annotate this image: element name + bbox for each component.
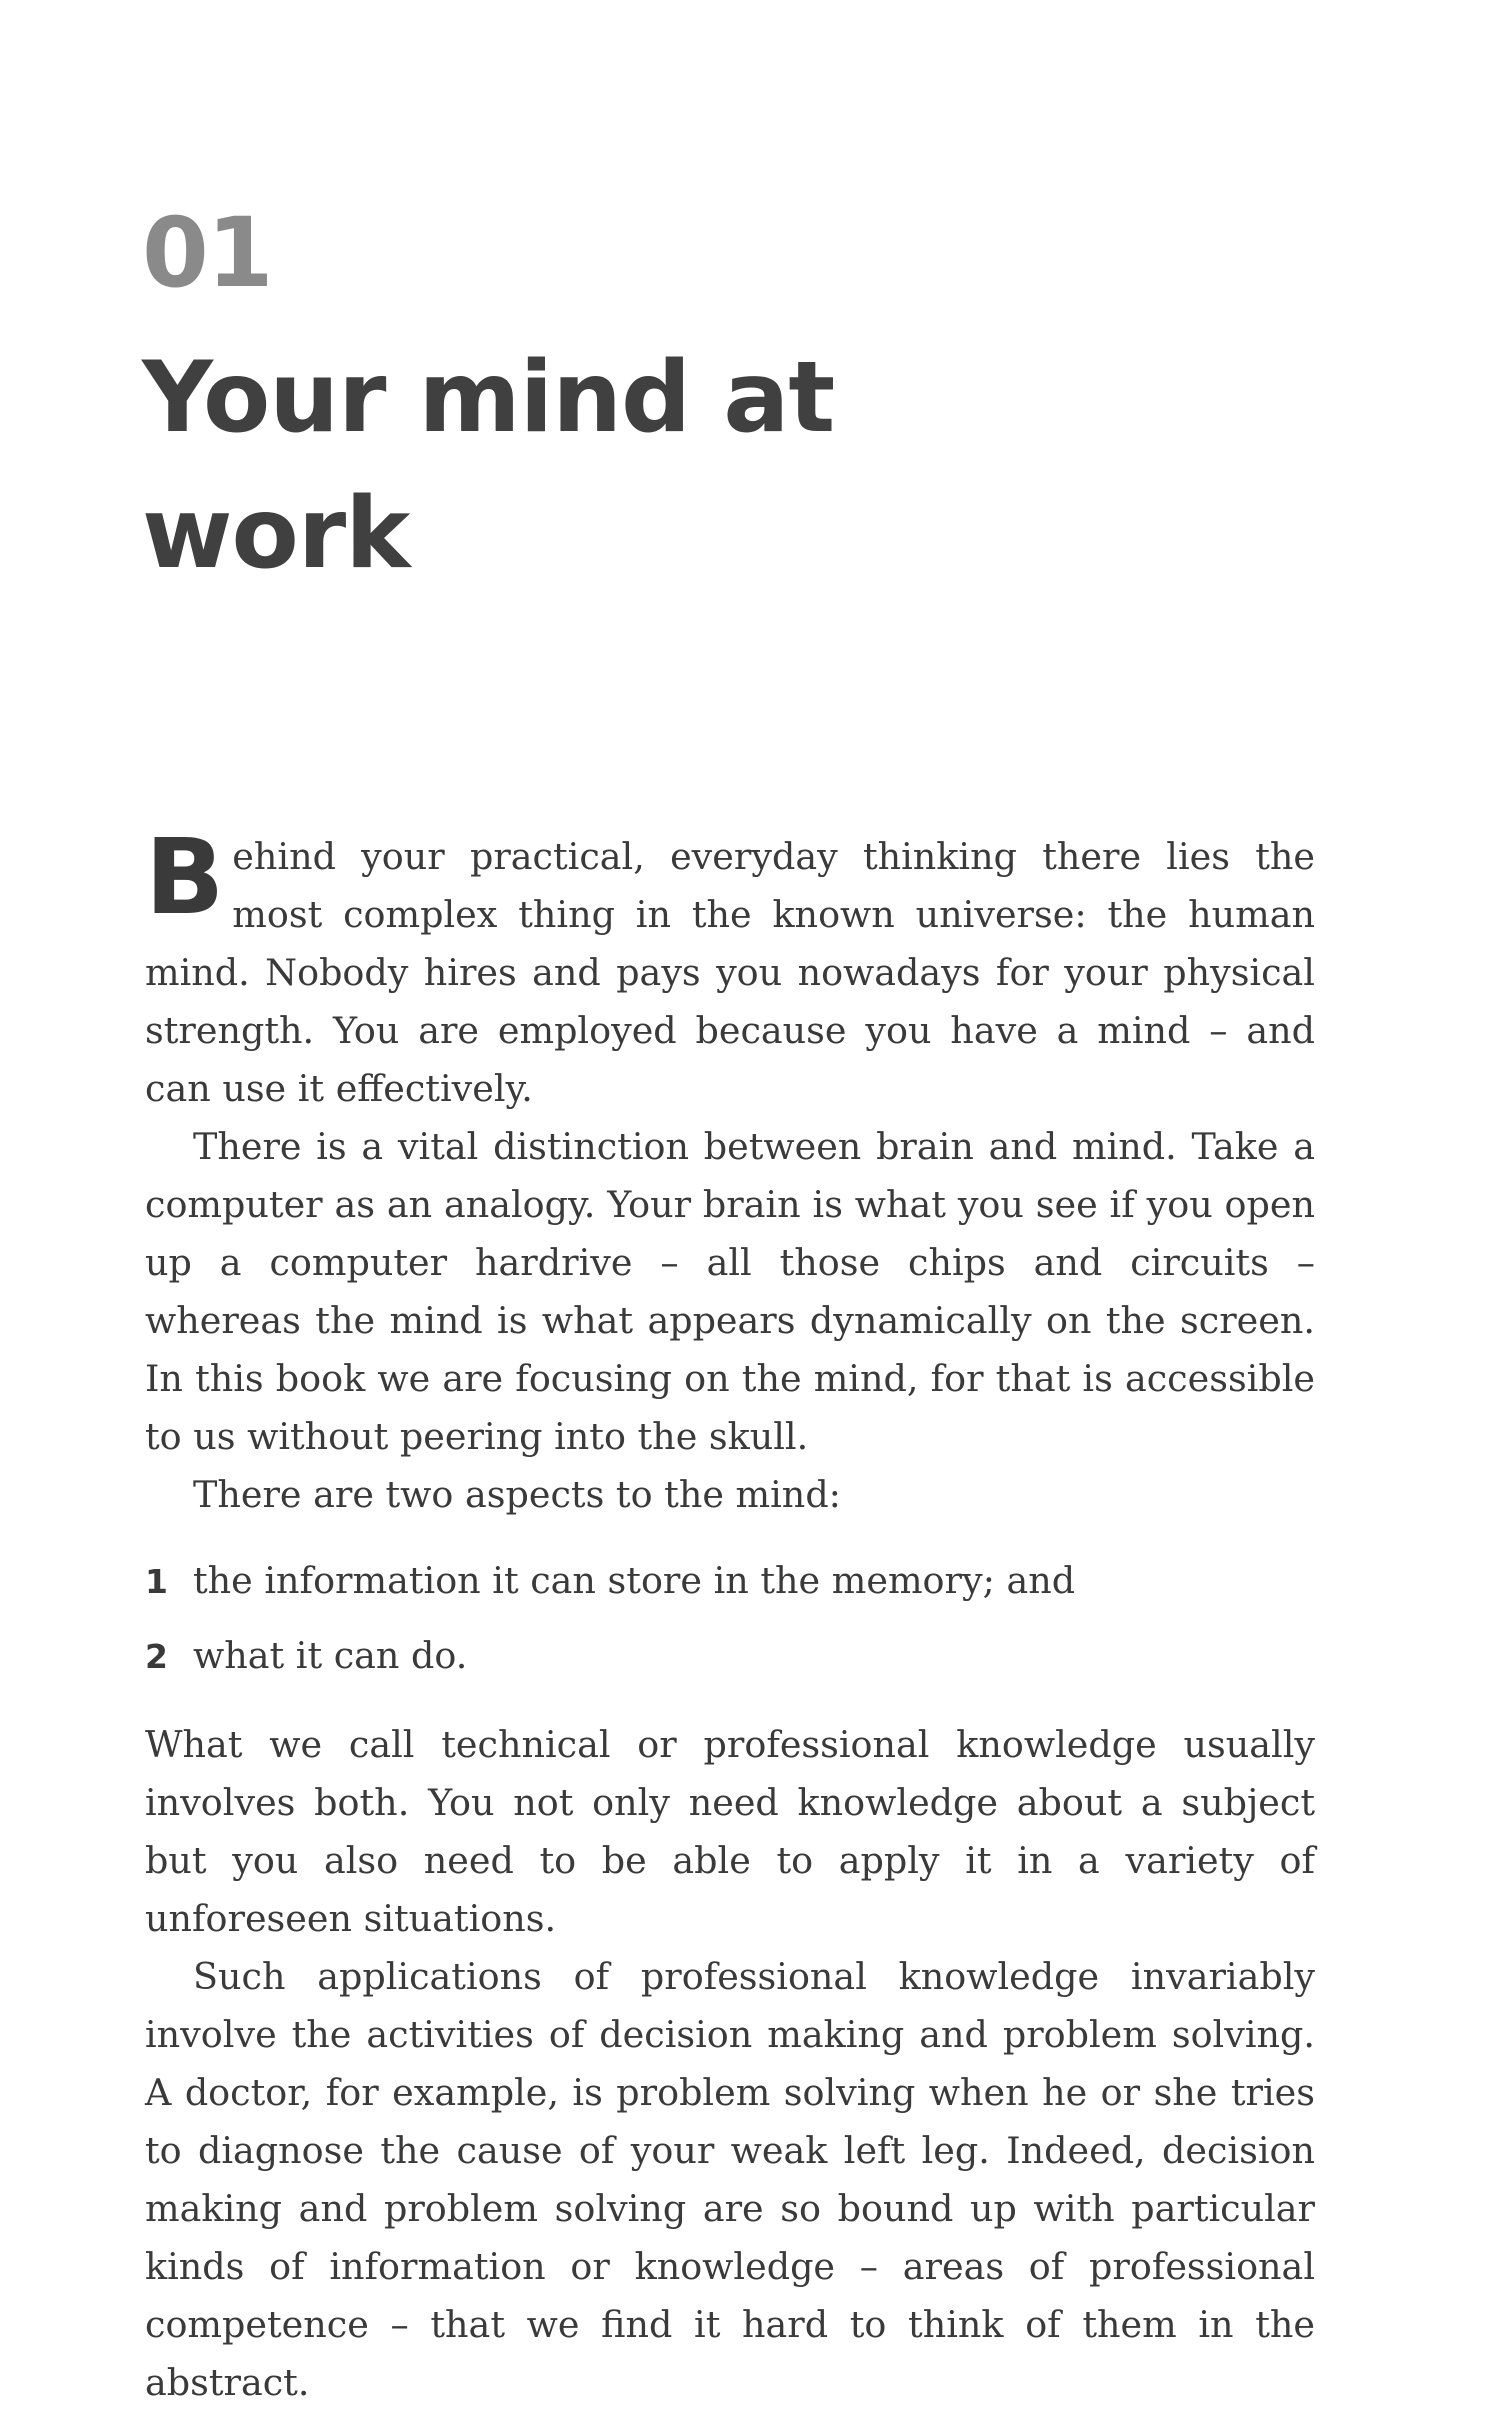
list-item-text: the information it can store in the memory; and	[193, 1559, 1076, 1602]
list-item	[145, 1627, 1315, 1686]
list-item-number: 2	[145, 1637, 168, 1676]
chapter-number: 01	[142, 197, 272, 309]
list-item-text: what it can do.	[193, 1634, 468, 1677]
chapter-title: Your mind at work	[142, 341, 835, 591]
chapter-body	[145, 816, 1315, 2412]
paragraph-3: There are two aspects to the mind:	[193, 1473, 841, 1516]
paragraph-5: Such applications of professional knowledge invariably involve the activities of decision making and problem solving. A doctor, for example, is problem solving when he or she tries to diagnose the cause of your weak left leg. Indeed, decision making and problem solving are so bound up with particular kinds of information or knowledge – areas of professional competence – that we find it hard to think of them in the abstract.	[145, 1955, 1315, 2404]
paragraph-2: There is a vital distinction between brain and mind. Take a computer as an analogy. Your brain is what you see if you open up a computer hardrive – all those chips and circuits – whereas the mind is what appears dynamically on the screen. In this book we are focusing on the mind, for that is accessible to us without peering into the skull.	[145, 1125, 1315, 1458]
paragraph-1	[145, 816, 1315, 1118]
drop-cap: B	[145, 816, 225, 938]
paragraph-1-text: ehind your practical, everyday thinking there lies the most complex thing in the known universe: the human mind. Nobody hires and pays you nowadays for your physical strength. You are employed because you have a mind – and can use it effectively.	[145, 835, 1315, 1110]
list-item	[145, 1552, 1315, 1611]
paragraph-4: What we call technical or professional knowledge usually involves both. You not only need knowledge about a subject but you also need to be able to apply it in a variety of unforeseen situations.	[145, 1723, 1315, 1940]
list-item-number: 1	[145, 1562, 168, 1601]
aspects-list	[145, 1552, 1315, 1686]
